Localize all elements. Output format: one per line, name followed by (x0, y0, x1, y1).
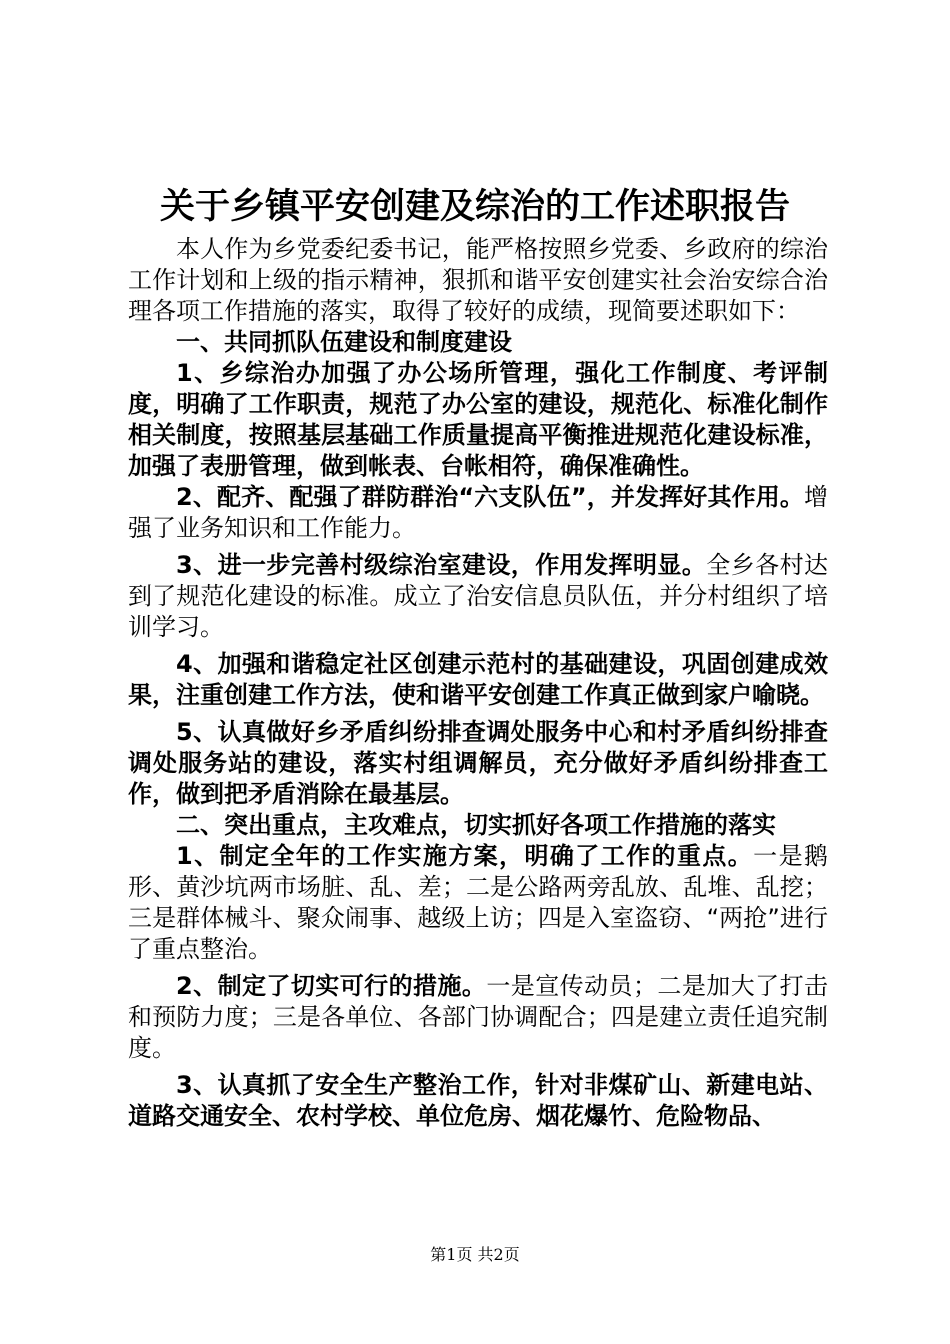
heading-text: 一、共同抓队伍建设和制度建设 (176, 328, 512, 356)
paragraph-item (128, 358, 828, 482)
paragraph-bold-text: 3、进一步完善村级综治室建设，作用发挥明显。 (176, 551, 707, 579)
document-body (128, 234, 828, 1132)
paragraph-item (128, 1070, 828, 1132)
heading-text: 二、突出重点，主攻难点，切实抓好各项工作措施的落实 (176, 811, 776, 839)
paragraph-text: 本人作为乡党委纪委书记，能严格按照乡党委、乡政府的综治工作计划和上级的指示精神，狠抓和谐平安创建实社会治安综合治理各项工作措施的落实，取得了较好的成绩，现简要述职如下： (128, 235, 828, 325)
paragraph-bold-text: 2、配齐、配强了群防群治“六支队伍”，并发挥好其作用。 (176, 483, 804, 511)
paragraph-bold-text: 5、认真做好乡矛盾纠纷排查调处服务中心和村矛盾纠纷排查调处服务站的建设，落实村组调解员，充分做好矛盾纠纷排查工作，做到把矛盾消除在最基层。 (128, 718, 828, 808)
page-footer: 第1页 共2页 (430, 1245, 520, 1264)
paragraph-item (128, 649, 828, 711)
paragraph-bold-text: 2、制定了切实可行的措施。 (176, 972, 487, 1000)
paragraph-bold-text: 1、制定全年的工作实施方案，明确了工作的重点。 (176, 842, 754, 870)
paragraph-bold-text: 1、乡综治办加强了办公场所管理，强化工作制度、考评制度，明确了工作职责，规范了办公室的建设，规范化、标准化制作相关制度，按照基层基础工作质量提高平衡推进规范化建设标准，加强了表册管理，做到帐表、台帐相符，确保准确性。 (128, 359, 828, 480)
paragraph-bold-text: 3、认真抓了安全生产整治工作，针对非煤矿山、新建电站、道路交通安全、农村学校、单位危房、烟花爆竹、危险物品、 (128, 1071, 828, 1130)
paragraph-item (128, 482, 828, 544)
paragraph-text: 增强了业务知识和工作能力。 (128, 483, 828, 542)
paragraph-text: 一是鹅形、黄沙坑两市场脏、乱、差；二是公路两旁乱放、乱堆、乱挖；三是群体械斗、聚众闹事、越级上访；四是入室盗窃、“两抢”进行了重点整治。 (128, 842, 828, 963)
paragraph-item (128, 841, 828, 965)
paragraph-text: 全乡各村达到了规范化建设的标准。成立了治安信息员队伍，并分村组织了培训学习。 (128, 551, 829, 641)
section-heading-1 (128, 327, 828, 358)
paragraph-bold-text: 4、加强和谐稳定社区创建示范村的基础建设，巩固创建成效果，注重创建工作方法，使和谐平安创建工作真正做到家户喻晓。 (128, 650, 828, 709)
paragraph-text: 一是宣传动员；二是加大了打击和预防力度；三是各单位、各部门协调配合；四是建立责任追究制度。 (128, 972, 829, 1062)
section-heading-2 (128, 810, 828, 841)
document-title: 关于乡镇平安创建及综治的工作述职报告 (159, 186, 790, 227)
paragraph-item (128, 971, 828, 1064)
paragraph-intro (128, 234, 828, 327)
paragraph-item (128, 717, 828, 810)
paragraph-item (128, 550, 828, 643)
